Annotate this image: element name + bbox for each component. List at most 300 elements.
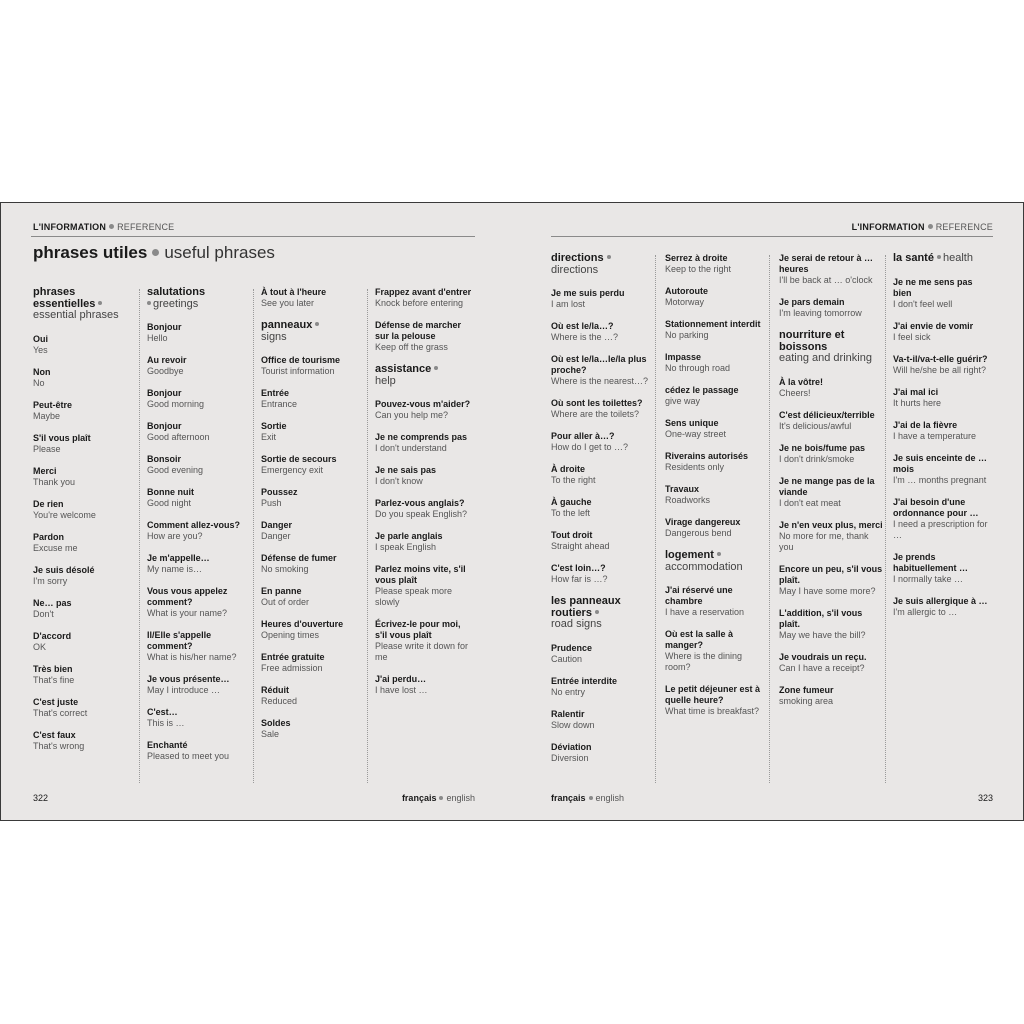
phrase-french: Très bien [33, 663, 73, 674]
phrase-english: No entry [551, 686, 586, 697]
phrase-french: L'addition, s'il vous plaît. [779, 607, 863, 629]
phrase-entry [147, 674, 253, 696]
phrase-french: Écrivez-le pour moi, s'il vous plaît [375, 619, 461, 640]
phrase-french: Riverains autorisés [665, 451, 749, 461]
phrase-english: This is … [147, 718, 185, 728]
phrase-english: May we have the bill? [779, 629, 866, 640]
phrase-english: Thank you [33, 476, 76, 487]
phrase-entry [893, 387, 993, 409]
phrase-entry [33, 433, 133, 455]
phrase-english: My name is… [147, 564, 203, 574]
phrase-entry [261, 520, 365, 542]
footer-languages: français english [401, 793, 475, 803]
phrase-entry [261, 718, 365, 740]
phrase-entry [261, 652, 365, 674]
phrase-english: Knock before entering [375, 298, 464, 308]
phrase-entry [551, 643, 651, 665]
column-5 [551, 253, 651, 775]
phrase-french: Bonjour [147, 322, 182, 332]
phrase-english: How far is …? [551, 574, 608, 584]
phrase-english: Cheers! [779, 387, 811, 398]
phrase-entry [779, 476, 883, 509]
separator-dot-icon [439, 796, 443, 800]
phrase-entry [893, 552, 993, 585]
phrase-french: En panne [261, 586, 302, 596]
phrase-entry [665, 253, 769, 275]
separator-dot-icon [98, 301, 102, 305]
phrase-entry [893, 277, 993, 310]
phrase-english: Straight ahead [551, 541, 610, 551]
phrase-english: I have a temperature [893, 430, 977, 441]
phrase-english: give way [665, 396, 701, 406]
phrase-english: I don't drink/smoke [779, 453, 855, 464]
phrase-french: C'est… [147, 707, 178, 717]
phrase-english: One-way street [665, 429, 727, 439]
phrase-french: Je voudrais un reçu. [779, 651, 867, 662]
phrase-french: Je ne bois/fume pas [779, 442, 866, 453]
phrase-english: Free admission [261, 663, 323, 673]
phrase-french: Encore un peu, s'il vous plaît. [779, 563, 883, 585]
phrase-french: Virage dangereux [665, 517, 741, 527]
separator-dot-icon [589, 796, 593, 800]
phrase-english: I speak English [375, 542, 437, 552]
phrase-entry [33, 532, 133, 554]
phrase-entry [261, 287, 365, 309]
phrase-entry [779, 520, 883, 553]
phrase-french: Bonjour [147, 421, 182, 431]
phrase-french: Bonsoir [147, 454, 182, 464]
phrase-french: À droite [551, 464, 586, 474]
phrase-english: I have lost … [375, 685, 428, 695]
phrase-entry [893, 596, 993, 618]
phrase-entry [261, 685, 365, 707]
phrase-english: Exit [261, 432, 277, 442]
phrase-english: No smoking [261, 564, 309, 574]
phrase-entry [665, 517, 769, 539]
phrase-french: Je parle anglais [375, 531, 443, 541]
phrase-french: J'ai besoin d'une ordonnance pour … [893, 496, 979, 518]
phrase-french: Sens unique [665, 418, 719, 428]
phrase-french: Prudence [551, 642, 593, 653]
phrase-english: No more for me, thank you [779, 530, 869, 552]
section-heading: salutations greetings [147, 286, 206, 310]
phrase-french: D'accord [33, 630, 72, 641]
phrase-entry [147, 487, 253, 509]
phrase-french: Au revoir [147, 355, 187, 365]
phrase-entry [375, 287, 475, 309]
phrase-french: Défense de marcher sur la pelouse [375, 320, 462, 341]
phrase-english: That's wrong [33, 740, 85, 751]
header-section: L'INFORMATION [33, 222, 107, 232]
phrase-french: Déviation [551, 741, 592, 752]
phrase-entry [33, 598, 133, 620]
phrase-english: I feel sick [893, 331, 931, 342]
phrase-entry [551, 431, 651, 453]
phrase-entry [261, 388, 365, 410]
phrase-entry [893, 420, 993, 442]
phrase-english: Slow down [551, 719, 595, 730]
phrase-english: What is your name? [147, 608, 228, 618]
phrase-english: I don't eat meat [779, 497, 841, 508]
section-heading: panneaux signs [261, 320, 365, 343]
phrase-french: Où sont les toilettes? [551, 398, 643, 408]
phrase-english: I don't know [375, 476, 423, 486]
phrase-french: Réduit [261, 685, 289, 695]
phrase-english: How do I get to …? [551, 442, 629, 452]
phrase-english: I normally take … [893, 573, 964, 584]
phrase-entry [665, 684, 769, 717]
phrase-entry [33, 400, 133, 422]
separator-dot-icon [595, 610, 599, 614]
separator-dot-icon [315, 322, 319, 326]
phrase-entry [893, 354, 993, 376]
phrase-english: Residents only [665, 462, 725, 472]
phrase-english: To the left [551, 508, 591, 518]
separator-dot-icon [434, 366, 438, 370]
phrase-english: Where is the …? [551, 332, 619, 342]
phrase-entry [147, 520, 253, 542]
phrase-english: I need a prescription for … [893, 518, 988, 540]
phrase-english: Pleased to meet you [147, 751, 230, 761]
phrase-entry [893, 453, 993, 486]
phrase-entry [551, 563, 651, 585]
phrase-french: À gauche [551, 497, 592, 507]
column-2 [147, 287, 253, 773]
phrase-entry [375, 399, 475, 421]
phrase-french: Ralentir [551, 708, 585, 719]
column-divider [655, 255, 656, 783]
phrase-entry [779, 652, 883, 674]
section-heading: phrases essentielles essential phrases [33, 286, 119, 321]
phrase-english: I'll be back at … o'clock [779, 275, 873, 285]
phrase-english: Excuse me [33, 542, 78, 553]
separator-dot-icon [109, 224, 114, 229]
phrase-french: Où est le/la…? [551, 321, 614, 331]
phrase-entry [551, 288, 651, 310]
phrase-french: C'est faux [33, 729, 76, 740]
column-divider [139, 289, 140, 783]
phrase-english: OK [33, 641, 47, 652]
phrase-english: May I introduce … [147, 685, 221, 695]
running-header [551, 221, 993, 237]
phrase-entry [375, 619, 475, 663]
page-number: 323 [977, 793, 993, 803]
phrase-french: Comment allez-vous? [147, 520, 241, 530]
section-heading: assistance help [375, 364, 475, 387]
phrase-english: Emergency exit [261, 465, 324, 475]
phrase-french: cédez le passage [665, 385, 739, 395]
phrase-french: Je suis enceinte de …mois [893, 452, 988, 474]
phrase-french: Danger [261, 520, 293, 530]
phrase-french: Je vous présente… [147, 674, 230, 684]
section-heading: les panneaux routiers road signs [551, 595, 621, 630]
phrase-english: It hurts here [893, 397, 942, 408]
phrase-entry [33, 466, 133, 488]
phrase-french: Je ne sais pas [375, 465, 437, 475]
phrase-entry [375, 465, 475, 487]
phrase-english: What is his/her name? [147, 652, 237, 662]
phrase-french: C'est loin…? [551, 563, 606, 573]
phrase-french: Le petit déjeuner est à quelle heure? [665, 684, 761, 705]
phrase-entry [33, 697, 133, 719]
separator-dot-icon [937, 255, 941, 259]
phrase-entry [261, 454, 365, 476]
phrase-english: Where are the toilets? [551, 409, 640, 419]
phrase-english: It's delicious/awful [779, 420, 852, 431]
phrase-entry [33, 664, 133, 686]
column-3 [261, 287, 365, 751]
phrase-english: That's correct [33, 707, 88, 718]
title-english: useful phrases [164, 243, 275, 262]
column-7 [779, 253, 883, 718]
phrase-entry [551, 742, 651, 764]
phrase-entry [147, 454, 253, 476]
phrase-french: Je m'appelle… [147, 553, 210, 563]
phrase-english: Good night [147, 498, 192, 508]
header-category: REFERENCE [935, 222, 993, 232]
phrase-english: Motorway [665, 297, 705, 307]
phrase-english: Please [33, 443, 61, 454]
phrase-entry [893, 497, 993, 541]
phrase-french: Stationnement interdit [665, 319, 761, 329]
phrase-entry [551, 321, 651, 343]
footer-languages: français english [551, 793, 625, 803]
phrase-french: Non [33, 366, 51, 377]
phrase-english: Will he/she be all right? [893, 364, 987, 375]
column-divider [885, 255, 886, 783]
phrase-french: Impasse [665, 352, 702, 362]
phrase-english: Don't [33, 608, 54, 619]
phrase-english: I'm leaving tomorrow [779, 308, 862, 318]
separator-dot-icon [152, 249, 159, 256]
phrase-french: S'il vous plaît [33, 432, 91, 443]
phrase-french: Pour aller à…? [551, 431, 615, 441]
phrase-entry [375, 531, 475, 553]
phrase-english: Please write it down for me [375, 641, 469, 662]
phrase-entry [665, 385, 769, 407]
phrase-entry [147, 421, 253, 443]
phrase-french: Zone fumeur [779, 684, 834, 695]
phrase-french: J'ai perdu… [375, 674, 427, 684]
phrase-entry [779, 685, 883, 707]
phrase-english: May I have some more? [779, 585, 876, 596]
phrase-french: Pardon [33, 531, 65, 542]
phrase-entry [147, 553, 253, 575]
separator-dot-icon [717, 552, 721, 556]
phrase-english: Keep off the grass [375, 342, 448, 352]
phrase-entry [779, 443, 883, 465]
section-heading: directions directions [551, 253, 651, 276]
phrase-entry [665, 629, 769, 673]
phrase-entry [375, 432, 475, 454]
phrase-english: smoking area [779, 695, 834, 706]
column-1 [33, 287, 133, 763]
separator-dot-icon [607, 255, 611, 259]
phrase-english: Where is the nearest…? [551, 376, 649, 386]
phrase-english: What time is breakfast? [665, 706, 760, 716]
phrase-french: Pouvez-vous m'aider? [375, 399, 471, 409]
phrase-english: I'm allergic to … [893, 606, 958, 617]
phrase-english: Reduced [261, 696, 298, 706]
phrase-french: Travaux [665, 484, 700, 494]
phrase-entry [147, 355, 253, 377]
phrase-entry [147, 707, 253, 729]
phrase-french: Je ne mange pas de la viande [779, 475, 875, 497]
phrase-entry [147, 740, 253, 762]
phrase-entry [261, 355, 365, 377]
phrase-entry [375, 498, 475, 520]
phrase-entry [261, 487, 365, 509]
phrase-french: Je suis allergique à … [893, 595, 988, 606]
phrase-english: Danger [261, 531, 291, 541]
phrase-english: Keep to the right [665, 264, 732, 274]
phrase-english: Good morning [147, 399, 205, 409]
section-heading: la santé health [893, 252, 973, 264]
phrase-french: Je suis désolé [33, 564, 95, 575]
phrase-entry [665, 286, 769, 308]
phrase-french: Vous vous appelez comment? [147, 586, 228, 607]
phrase-english: Maybe [33, 410, 61, 421]
column-6 [665, 253, 769, 728]
phrase-entry [147, 630, 253, 663]
phrase-french: Ne… pas [33, 597, 72, 608]
phrase-english: No through road [665, 363, 731, 373]
phrase-entry [261, 421, 365, 443]
phrase-english: You're welcome [33, 509, 96, 520]
phrase-french: De rien [33, 498, 64, 509]
phrase-entry [147, 586, 253, 619]
page-number: 322 [33, 793, 49, 803]
phrase-french: Oui [33, 333, 48, 344]
phrase-entry [375, 674, 475, 696]
phrase-entry [551, 398, 651, 420]
phrase-french: Merci [33, 465, 57, 476]
phrase-french: J'ai mal ici [893, 386, 939, 397]
phrase-french: Je n'en veux plus, merci [779, 519, 883, 530]
phrase-entry [779, 377, 883, 399]
phrase-english: No [33, 377, 45, 388]
phrase-entry [551, 676, 651, 698]
phrase-english: Where is the dining room? [665, 651, 743, 672]
header-section: L'INFORMATION [851, 222, 925, 232]
phrase-french: Je serai de retour à … heures [779, 253, 874, 274]
column-divider [367, 289, 368, 783]
phrase-french: Poussez [261, 487, 298, 497]
left-page [31, 203, 475, 820]
column-divider [769, 255, 770, 783]
phrase-french: Enchanté [147, 740, 188, 750]
phrase-french: Va-t-il/va-t-elle guérir? [893, 353, 988, 364]
phrase-french: Parlez-vous anglais? [375, 498, 465, 508]
phrase-entry [33, 565, 133, 587]
phrase-english: I have a reservation [665, 607, 745, 617]
phrase-french: J'ai envie de vomir [893, 320, 974, 331]
phrase-entry [551, 530, 651, 552]
phrase-entry [33, 334, 133, 356]
column-divider [253, 289, 254, 783]
phrase-entry [33, 367, 133, 389]
phrase-entry [375, 320, 475, 353]
right-page [551, 203, 993, 820]
phrase-french: Entrée [261, 388, 290, 398]
phrase-entry [551, 497, 651, 519]
phrase-entry [33, 631, 133, 653]
book-spread [0, 202, 1024, 821]
phrase-french: C'est délicieux/terrible [779, 409, 875, 420]
phrase-french: Entrée interdite [551, 675, 618, 686]
phrase-french: Je ne me sens pas bien [893, 276, 973, 298]
phrase-entry [665, 319, 769, 341]
phrase-entry [665, 585, 769, 618]
phrase-french: Peut-être [33, 399, 73, 410]
phrase-entry [147, 322, 253, 344]
phrase-entry [665, 418, 769, 440]
phrase-entry [779, 410, 883, 432]
phrase-english: Opening times [261, 630, 320, 640]
page-title [33, 243, 275, 263]
phrase-french: Où est la salle à manger? [665, 629, 734, 650]
phrase-english: Can I have a receipt? [779, 662, 865, 673]
phrase-english: Hello [147, 333, 168, 343]
phrase-entry [551, 709, 651, 731]
phrase-french: Soldes [261, 718, 291, 728]
phrase-english: No parking [665, 330, 709, 340]
phrase-english: Can you help me? [375, 410, 449, 420]
phrase-french: Je ne comprends pas [375, 432, 468, 442]
phrase-french: Défense de fumer [261, 553, 337, 563]
phrase-entry [261, 619, 365, 641]
phrase-french: Je pars demain [779, 297, 845, 307]
phrase-french: C'est juste [33, 696, 79, 707]
phrase-english: I'm sorry [33, 575, 68, 586]
phrase-french: Il/Elle s'appelle comment? [147, 630, 212, 651]
phrase-french: Sortie de secours [261, 454, 337, 464]
phrase-english: I am lost [551, 299, 586, 309]
phrase-english: I'm … months pregnant [893, 474, 987, 485]
running-header [31, 221, 475, 237]
phrase-english: See you later [261, 298, 315, 308]
phrase-entry [779, 253, 883, 286]
phrase-french: Office de tourisme [261, 355, 341, 365]
phrase-french: Bonjour [147, 388, 182, 398]
phrase-entry [33, 499, 133, 521]
phrase-english: That's fine [33, 674, 75, 685]
separator-dot-icon [928, 224, 933, 229]
phrase-english: How are you? [147, 531, 203, 541]
phrase-french: J'ai réservé une chambre [665, 585, 733, 606]
column-4 [375, 287, 475, 707]
phrase-french: J'ai de la fièvre [893, 419, 958, 430]
phrase-english: Please speak more slowly [375, 586, 453, 607]
phrase-french: Tout droit [551, 530, 593, 540]
phrase-english: Sale [261, 729, 280, 739]
phrase-entry [665, 451, 769, 473]
phrase-entry [665, 352, 769, 374]
separator-dot-icon [147, 301, 151, 305]
phrase-english: Yes [33, 344, 48, 355]
phrase-english: Good evening [147, 465, 204, 475]
phrase-french: À la vôtre! [779, 376, 824, 387]
phrase-english: Out of order [261, 597, 310, 607]
section-heading: logement accommodation [665, 549, 743, 573]
phrase-english: Tourist information [261, 366, 335, 376]
phrase-french: Entrée gratuite [261, 652, 325, 662]
phrase-english: Push [261, 498, 282, 508]
phrase-french: Je me suis perdu [551, 288, 625, 298]
phrase-english: Goodbye [147, 366, 184, 376]
phrase-english: I don't understand [375, 443, 447, 453]
phrase-english: Caution [551, 653, 583, 664]
